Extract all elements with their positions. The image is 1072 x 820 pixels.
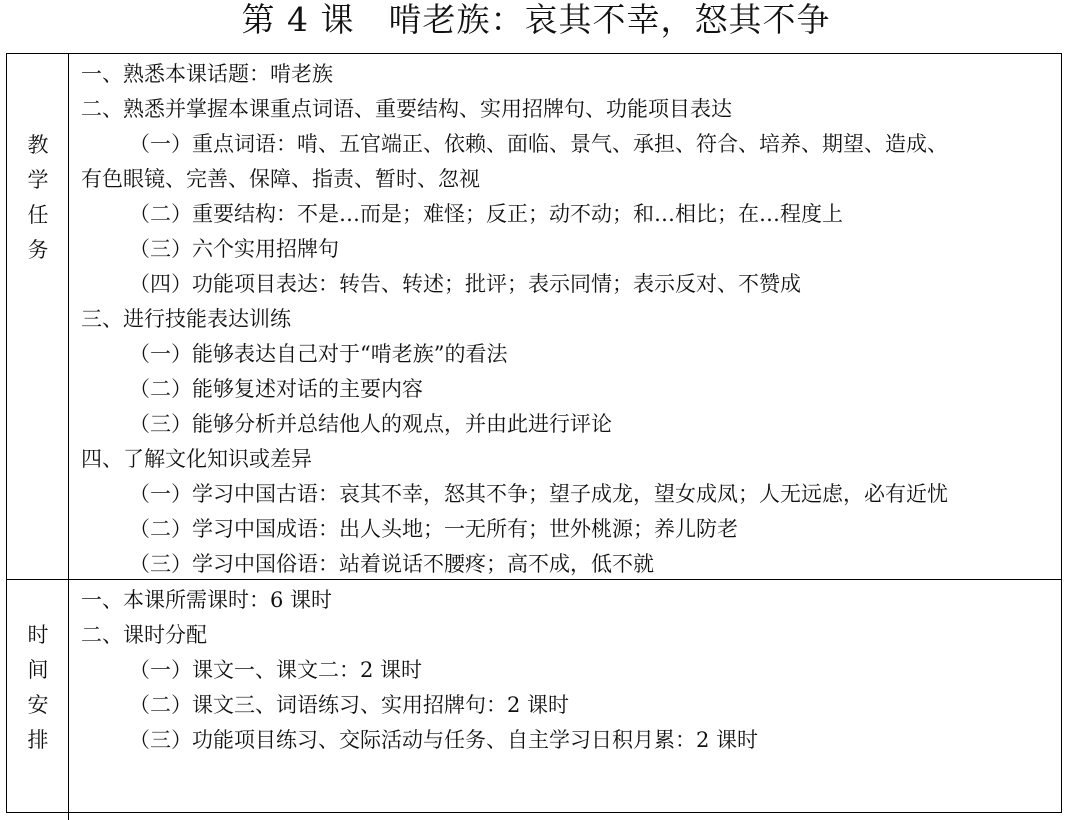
list-item: （一）学习中国古语：哀其不幸，怒其不争；望子成龙，望女成凤；人无远虑，必有近忧 [129, 482, 948, 506]
list-item: 一、本课所需课时：6 课时 [81, 588, 333, 612]
list-item: 二、课时分配 [81, 623, 207, 647]
time-arrangement-section [7, 580, 1061, 820]
list-item: （二）重要结构：不是…而是；难怪；反正；动不动；和…相比；在…程度上 [129, 202, 843, 226]
list-item: （三）功能项目练习、交际活动与任务、自主学习日积月累：2 课时 [129, 728, 759, 752]
list-item: （四）功能项目表达：转告、转述；批评；表示同情；表示反对、不赞成 [129, 272, 801, 296]
label-char: 排 [27, 728, 49, 752]
label-char: 间 [27, 658, 49, 682]
time-arrangement-label [7, 580, 69, 820]
label-char: 务 [27, 238, 49, 262]
list-item: （二）课文三、词语练习、实用招牌句：2 课时 [129, 693, 570, 717]
label-char: 安 [27, 693, 49, 717]
list-item: （三）学习中国俗语：站着说话不腰疼；高不成，低不就 [129, 552, 654, 576]
list-item: （三）六个实用招牌句 [129, 237, 339, 261]
list-item: （三）能够分析并总结他人的观点，并由此进行评论 [129, 412, 612, 436]
list-item: 四、了解文化知识或差异 [81, 447, 312, 471]
list-item: （一）重点词语：啃、五官端正、依赖、面临、景气、承担、符合、培养、期望、造成、 [129, 132, 948, 156]
teaching-tasks-label [7, 54, 69, 579]
label-char: 任 [27, 203, 49, 227]
lesson-title: 第 4 课 啃老族：哀其不幸，怒其不争 [241, 0, 831, 39]
list-item: 三、进行技能表达训练 [81, 307, 291, 331]
label-char: 学 [27, 168, 49, 192]
list-item: 二、熟悉并掌握本课重点词语、重要结构、实用招牌句、功能项目表达 [81, 97, 732, 121]
list-item: 一、熟悉本课话题：啃老族 [81, 62, 333, 86]
list-item: （一）能够表达自己对于“啃老族”的看法 [129, 342, 508, 366]
label-char: 教 [27, 133, 49, 157]
list-item: （二）学习中国成语：出人头地；一无所有；世外桃源；养儿防老 [129, 517, 738, 541]
lesson-plan-table [6, 53, 1062, 813]
list-item: （二）能够复述对话的主要内容 [129, 377, 423, 401]
label-char: 时 [27, 623, 49, 647]
list-item: （一）课文一、课文二：2 课时 [129, 658, 423, 682]
teaching-tasks-section [7, 54, 1061, 580]
list-item: 有色眼镜、完善、保障、指责、暂时、忽视 [81, 167, 480, 191]
